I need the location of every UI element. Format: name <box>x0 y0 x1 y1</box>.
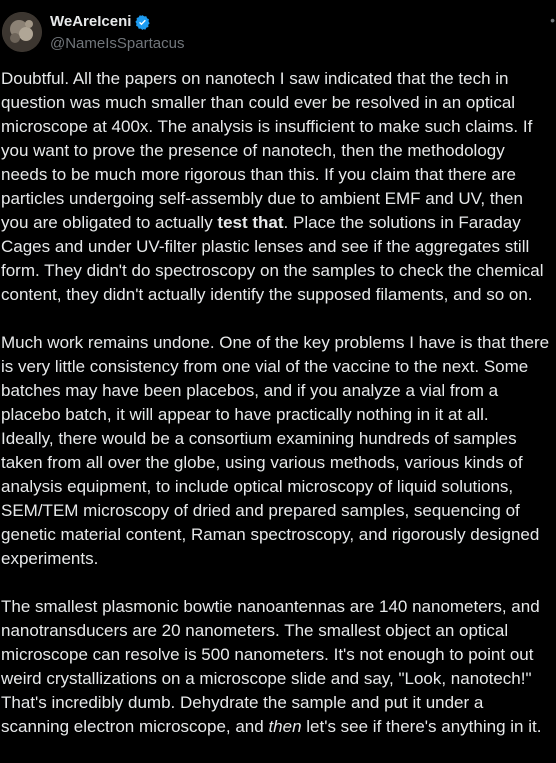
text-segment: . Place the solutions in Faraday <box>283 213 521 232</box>
text-line: Ideally, there would be a consortium examining hundreds of samples <box>1 429 517 448</box>
post-text <box>1 67 556 763</box>
paragraph-1 <box>1 67 556 307</box>
text-line: experiments. <box>1 549 99 568</box>
paragraph-3 <box>1 595 556 739</box>
italic-text: then <box>268 717 302 736</box>
text-segment: let's see if there's anything in it. <box>301 717 542 736</box>
bold-text: test that <box>217 213 284 232</box>
text-segment: scanning electron microscope, and <box>1 717 269 736</box>
text-line: nanotransducers are 20 nanometers. The smallest object an optical <box>1 621 509 640</box>
text-line: analysis equipment, to include optical microscopy of liquid solutions, <box>1 477 514 496</box>
text-line: Much work remains undone. One of the key problems I have is that there <box>1 333 550 352</box>
text-line: question was much smaller than could ever be resolved in an optical <box>1 93 516 112</box>
text-line: form. They didn't do spectroscopy on the samples to check the chemical <box>1 261 544 280</box>
text-line <box>1 715 556 739</box>
avatar-image <box>2 12 42 52</box>
text-line: taken from all over the globe, using various methods, various kinds of <box>1 453 523 472</box>
text-line: The smallest plasmonic bowtie nanoantennas are 140 nanometers, and <box>1 597 540 616</box>
author-handle[interactable]: @NameIsSpartacus <box>50 35 185 52</box>
text-line <box>1 211 556 235</box>
avatar[interactable] <box>2 12 42 52</box>
text-line: is very little consistency from one vial of the vaccine to the next. Some <box>1 357 529 376</box>
more-options-icon[interactable]: • <box>550 12 556 28</box>
text-line: batches may have been placebos, and if you analyze a vial from a <box>1 381 499 400</box>
author-name-row <box>50 12 151 32</box>
author-display-name[interactable]: WeAreIceni <box>50 13 132 30</box>
text-line: microscope at 400x. The analysis is insufficient to make such claims. If <box>1 117 533 136</box>
text-line: SEM/TEM microscopy of dried and prepared samples, sequencing of <box>1 501 520 520</box>
text-line: content, they didn't actually identify the supposed filaments, and so on. <box>1 285 533 304</box>
text-line: needs to be much more rigorous than this. If you claim that there are <box>1 165 516 184</box>
post-header <box>0 0 556 64</box>
text-line: microscope can resolve is 500 nanometers. It's not enough to point out <box>1 645 534 664</box>
text-line: That's incredibly dumb. Dehydrate the sample and put it under a <box>1 693 484 712</box>
paragraph-2 <box>1 331 556 571</box>
text-line: Cages and under UV-filter plastic lenses and see if the aggregates still <box>1 237 530 256</box>
text-segment: you are obligated to actually <box>1 213 218 232</box>
verified-badge-icon <box>134 14 151 31</box>
text-line: genetic material content, Raman spectroscopy, and rigorously designed <box>1 525 540 544</box>
text-line: weird crystallizations on a microscope slide and say, "Look, nanotech!" <box>1 669 532 688</box>
text-line: Doubtful. All the papers on nanotech I saw indicated that the tech in <box>1 69 509 88</box>
text-line: particles undergoing self-assembly due to ambient EMF and UV, then <box>1 189 523 208</box>
text-line: you want to prove the presence of nanotech, then the methodology <box>1 141 505 160</box>
text-line: placebo batch, it will appear to have practically nothing in it at all. <box>1 405 489 424</box>
